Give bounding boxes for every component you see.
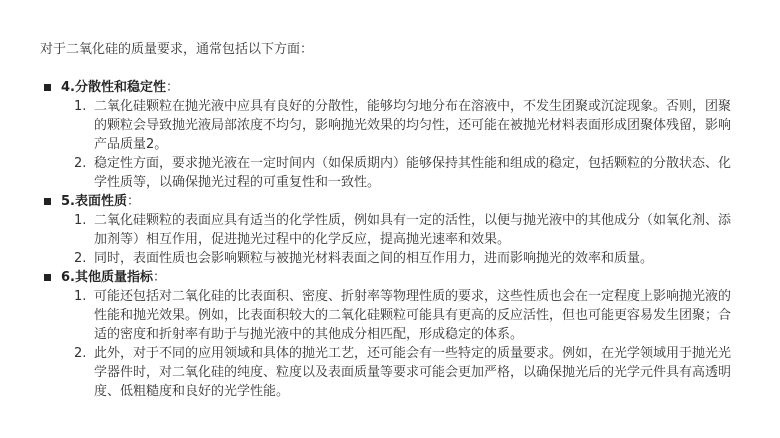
- item-number: 2.: [74, 156, 87, 171]
- section-title: 5.表面性质: [61, 194, 127, 209]
- item-text: 稳定性方面，要求抛光液在一定时间内（如保质期内）能够保持其性能和组成的稳定，包括颗粒的分散状态、化学性质等，以确保抛光过程的可重复性和一致性。: [94, 156, 732, 190]
- list-item: [40, 344, 740, 401]
- item-number: 1.: [74, 99, 87, 114]
- square-bullet-icon: [44, 274, 51, 281]
- numbered-list: [40, 211, 740, 268]
- section-title: 6.其他质量指标: [61, 270, 153, 285]
- list-item: [40, 249, 740, 268]
- document-body: [40, 40, 740, 401]
- item-text: 同时，表面性质也会影响颗粒与被抛光材料表面之间的相互作用力，进而影响抛光的效率和质量。: [94, 251, 654, 266]
- item-number: 2.: [74, 346, 87, 361]
- section-heading: [40, 78, 740, 97]
- list-item: [40, 287, 740, 344]
- list-item: [40, 154, 740, 192]
- item-number: 1.: [74, 289, 87, 304]
- section-surface-properties: [40, 192, 740, 268]
- item-text: 可能还包括对二氧化硅的比表面积、密度、折射率等物理性质的要求，这些性质也会在一定程度上影响抛光液的性能和抛光效果。例如，比表面积较大的二氧化硅颗粒可能具有更高的反应活性，但也可能更容易发生团聚；合适的密度和折射率有助于与抛光液中的其他成分相匹配，形成稳定的体系。: [94, 289, 732, 342]
- square-bullet-icon: [44, 84, 51, 91]
- item-text: 此外，对于不同的应用领域和具体的抛光工艺，还可能会有一些特定的质量要求。例如，在光学领域用于抛光光学器件时，对二氧化硅的纯度、粒度以及表面质量等要求可能会更加严格，以确保抛光后的光学元件具有高透明度、低粗糙度和良好的光学性能。: [94, 346, 732, 399]
- section-title: 4.分散性和稳定性: [61, 80, 166, 95]
- section-heading: [40, 268, 740, 287]
- numbered-list: [40, 287, 740, 401]
- section-colon: ：: [152, 270, 166, 285]
- intro-paragraph: 对于二氧化硅的质量要求，通常包括以下方面：: [40, 42, 314, 57]
- square-bullet-icon: [44, 198, 51, 205]
- list-item: [40, 97, 740, 154]
- numbered-list: [40, 97, 740, 192]
- section-colon: ：: [165, 80, 179, 95]
- section-dispersibility-stability: [40, 78, 740, 192]
- section-heading: [40, 192, 740, 211]
- section-colon: ：: [126, 194, 140, 209]
- item-number: 1.: [74, 213, 87, 228]
- item-number: 2.: [74, 251, 87, 266]
- list-item: [40, 211, 740, 249]
- item-text: 二氧化硅颗粒在抛光液中应具有良好的分散性，能够均匀地分布在溶液中，不发生团聚或沉淀现象。否则，团聚的颗粒会导致抛光液局部浓度不均匀，影响抛光效果的均匀性，还可能在被抛光材料表面形成团聚体残留，影响产品质量2。: [94, 99, 732, 152]
- item-text: 二氧化硅颗粒的表面应具有适当的化学性质，例如具有一定的活性，以便与抛光液中的其他成分（如氧化剂、添加剂等）相互作用，促进抛光过程中的化学反应，提高抛光速率和效果。: [94, 213, 732, 247]
- section-other-quality-indicators: [40, 268, 740, 401]
